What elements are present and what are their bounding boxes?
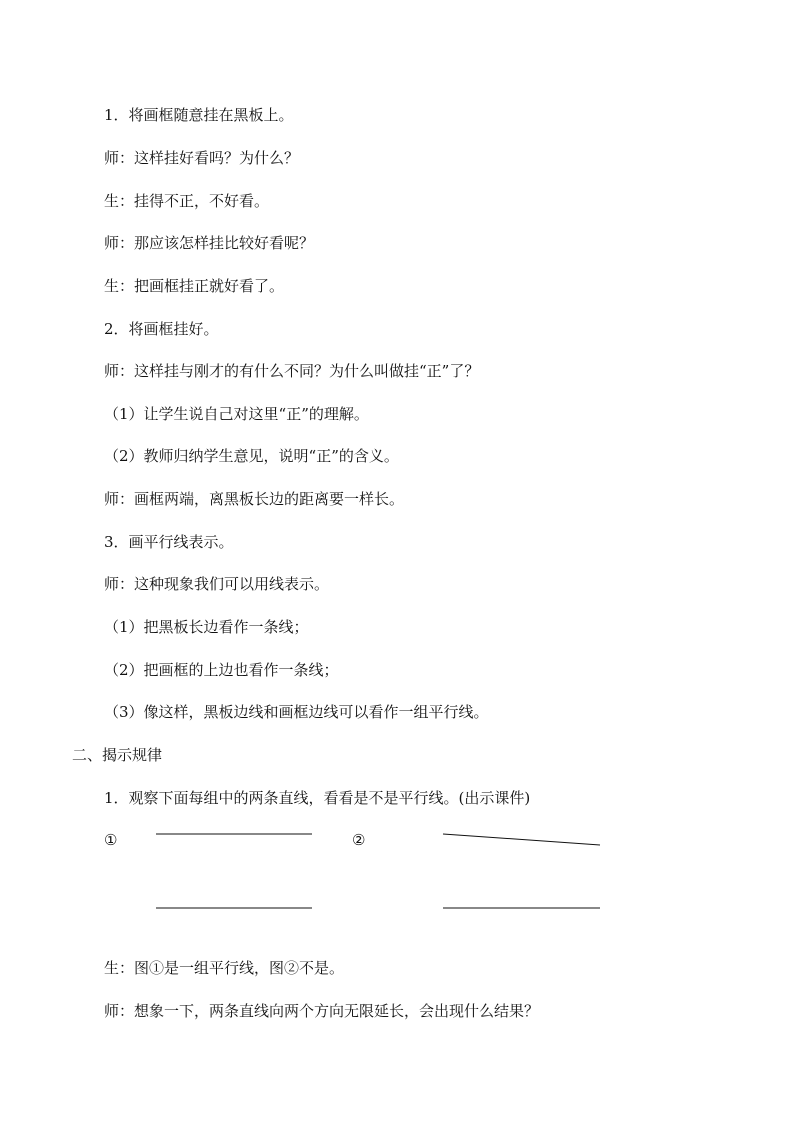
group2-top-line <box>443 834 600 845</box>
text-line-8: （1）让学生说自己对这里“正”的理解。 <box>104 405 369 423</box>
observe-instruction: 1．观察下面每组中的两条直线，看看是不是平行线。(出示课件) <box>104 789 531 807</box>
text-line-12: 师：这种现象我们可以用线表示。 <box>104 575 330 593</box>
text-line-5: 生：把画框挂正就好看了。 <box>104 277 285 295</box>
text-line-3: 生：挂得不正，不好看。 <box>104 192 270 210</box>
text-line-9: （2）教师归纳学生意见，说明“正”的含义。 <box>104 447 399 465</box>
text-line-13: （1）把黑板长边看作一条线； <box>104 618 309 636</box>
section-heading: 二、揭示规律 <box>72 746 163 764</box>
text-line-14: （2）把画框的上边也看作一条线； <box>104 661 339 679</box>
text-line-10: 师：画框两端，离黑板长边的距离要一样长。 <box>104 490 405 508</box>
text-line-2: 师：这样挂好看吗？为什么？ <box>104 149 300 167</box>
text-line-4: 师：那应该怎样挂比较好看呢？ <box>104 234 315 252</box>
text-line-after-2: 师：想象一下，两条直线向两个方向无限延长，会出现什么结果？ <box>104 1002 540 1020</box>
text-line-11: 3．画平行线表示。 <box>104 533 234 551</box>
figure-label-1: ① <box>104 831 118 849</box>
text-line-15: （3）像这样，黑板边线和画框边线可以看作一组平行线。 <box>104 703 489 721</box>
text-line-1: 1．将画框随意挂在黑板上。 <box>104 106 294 124</box>
figure-label-2: ② <box>352 831 366 849</box>
text-line-after-1: 生：图①是一组平行线，图②不是。 <box>104 959 345 977</box>
text-line-6: 2．将画框挂好。 <box>104 320 219 338</box>
text-line-7: 师：这样挂与刚才的有什么不同？为什么叫做挂“正”了？ <box>104 362 480 380</box>
